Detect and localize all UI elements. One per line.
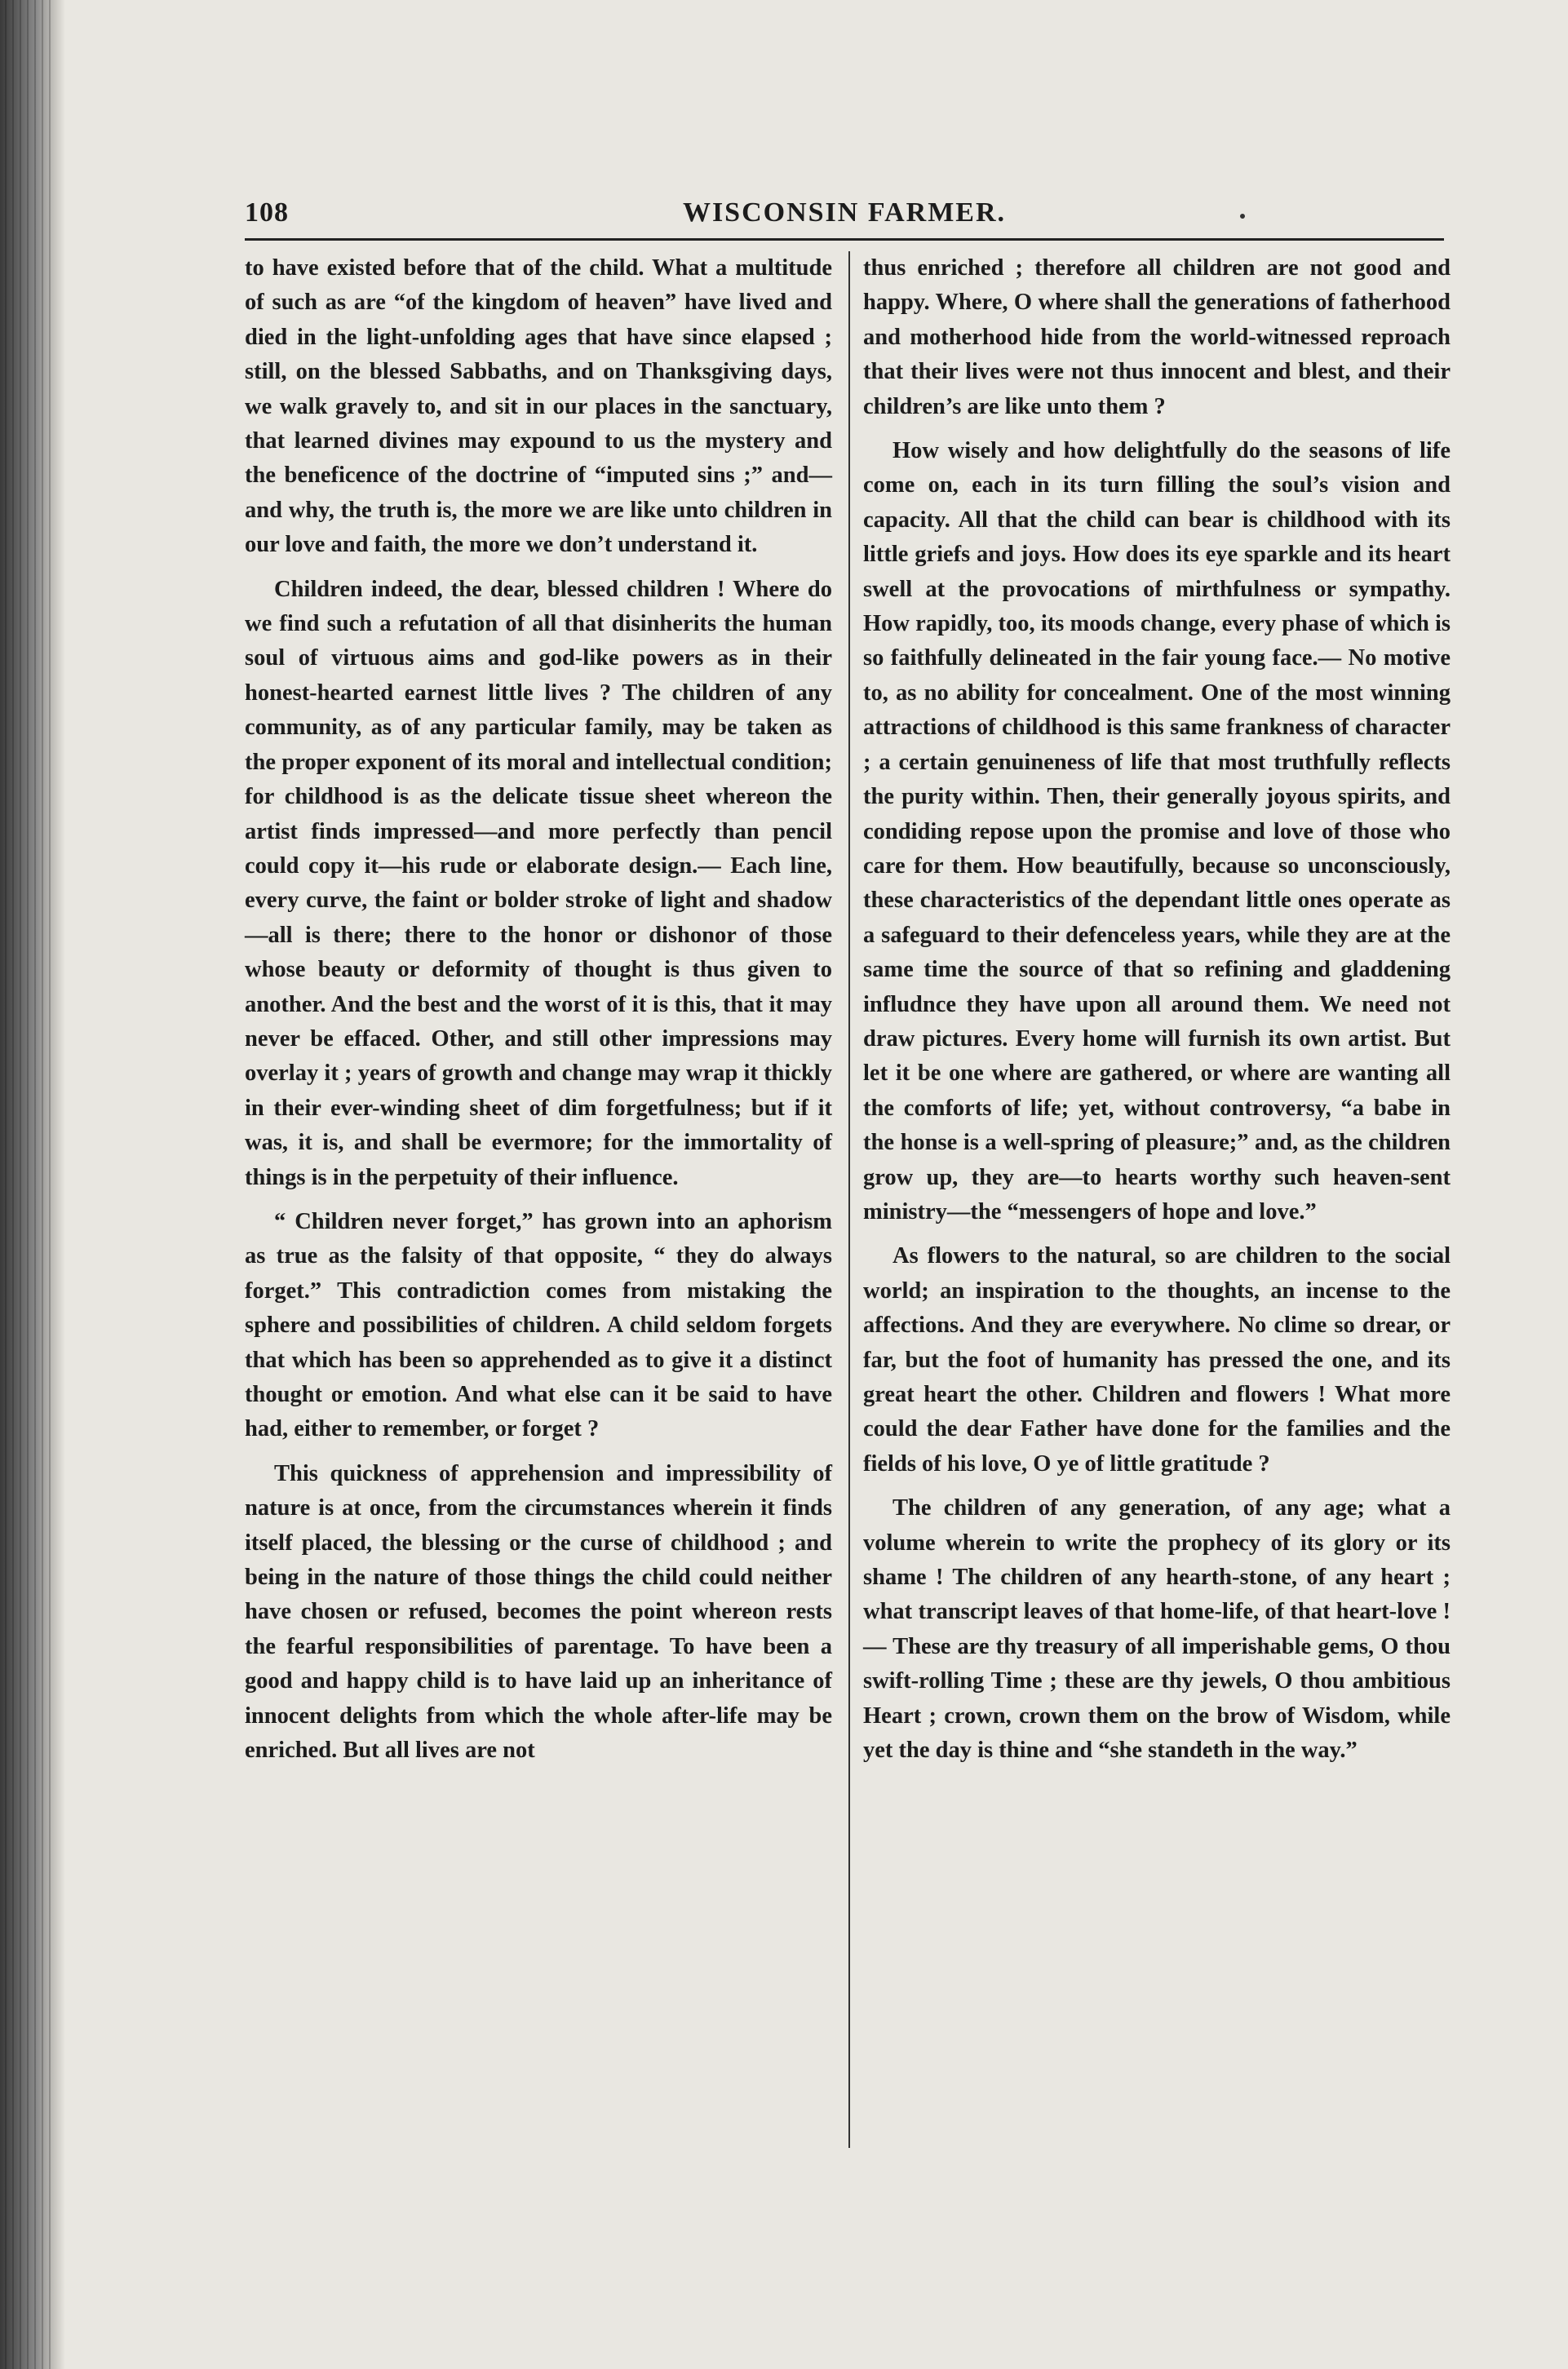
book-binding-edge xyxy=(0,0,65,2369)
left-column xyxy=(245,251,832,1778)
left-paragraph-2: Children indeed, the dear, blessed children ! Where do we find such a refutation of all that disinherits the human soul of virtuous aims and god-like powers as in their honest-hearted earnest little lives ? The children of any community, as of any particular family, may be taken as the proper exponent of its moral and intellectual condition; for childhood is as the delicate tissue sheet whereon the artist finds impressed—and more perfectly than pencil could copy it—his rude or elaborate design.— Each line, every curve, the faint or bolder stroke of light and shadow—all is there; there to the honor or dishonor of those whose beauty or deformity of thought is thus given to another. And the best and the worst of it is this, that it may never be effaced. Other, and still other impressions may overlay it ; years of growth and change may wrap it thickly in their ever-winding sheet of dim forgetfulness; but if it was, it is, and shall be evermore; for the immortality of things is in the perpetuity of their influence. xyxy=(245,576,832,1190)
left-paragraph-1: to have existed before that of the child. What a multitude of such as are “of the kingdom of heaven” have lived and died in the light-unfolding ages that have since elapsed ; still, on the blessed Sabbaths, and on Thanksgiving days, we walk gravely to, and sit in our places in the sanctuary, that learned divines may expound to us the mystery and the beneficence of the doctrine of “imputed sins ;” and—and why, the truth is, the more we are like unto children in our love and faith, the more we don’t understand it. xyxy=(245,255,832,558)
right-column xyxy=(863,251,1451,1778)
header-rule xyxy=(245,238,1444,241)
left-paragraph-4: This quickness of apprehension and impressibility of nature is at once, from the circumstances wherein it finds itself placed, the blessing or the curse of childhood ; and being in the nature of those things the child could neither have chosen or refused, becomes the point whereon rests the fearful responsibilities of parentage. To have been a good and happy child is to have laid up an inheritance of innocent delights from which the whole after-life may be enriched. But all lives are not xyxy=(245,1460,832,1764)
right-paragraph-3: As flowers to the natural, so are children to the social world; an inspiration to the thoughts, an incense to the affections. And they are everywhere. No clime so drear, or far, but the foot of humanity has pressed the one, and its great heart the other. Children and flowers ! What more could the dear Father have done for the families and the fields of his love, O ye of little gratitude ? xyxy=(863,1243,1451,1477)
right-paragraph-2: How wisely and how delightfully do the seasons of life come on, each in its turn filling the soul’s vision and capacity. All that the child can bear is childhood with its little griefs and joys. How does its eye sparkle and its heart swell at the provocations of mirthfulness or sympathy. How rapidly, too, its moods change, every phase of which is so faithfully delineated in the fair young face.— No motive to, as no ability for concealment. One of the most winning attractions of childhood is this same frankness of character ; a certain genuineness of life that most truthfully reflects the purity within. Then, their generally joyous spirits, and condiding repose upon the promise and love of those who care for them. How beautifully, because so unconsciously, these characteristics of the dependant little ones operate as a safeguard to their defenceless years, while they are at the same time the source of that so refining and gladdening infludnce they have upon all around them. We need not draw pictures. Every home will furnish its own artist. But let it be one where are gathered, or where are wanting all the comforts of life; yet, without controversy, “a babe in the honse is a well-spring of pleasure;” and, as the children grow up, they are—to hearts worthy such heaven-sent ministry—the “messengers of hope and love.” xyxy=(863,438,1451,1224)
page-number: 108 xyxy=(245,197,289,228)
binding-texture xyxy=(5,0,51,2369)
running-head xyxy=(245,196,1444,245)
journal-title: WISCONSIN FARMER. xyxy=(682,197,1007,228)
left-paragraph-3: “ Children never forget,” has grown into an aphorism as true as the falsity of that opposite, “ they do always forget.” This contradiction comes from mistaking the sphere and possibilities of children. A child seldom forgets that which has been so apprehended as to give it a distinct thought or emotion. And what else can it be said to have had, either to remember, or forget ? xyxy=(245,1208,832,1442)
column-divider xyxy=(848,251,850,2148)
right-paragraph-4: The children of any generation, of any age; what a volume wherein to write the prophecy of its glory or its shame ! The children of any hearth-stone, of any heart ; what transcript leaves of that home-life, of that heart-love !— These are thy treasury of all imperishable gems, O thou swift-rolling Time ; these are thy jewels, O thou ambitious Heart ; crown, crown them on the brow of Wisdom, while yet the day is thine and “she standeth in the way.” xyxy=(863,1495,1451,1764)
right-paragraph-1: thus enriched ; therefore all children are not good and happy. Where, O where shall the generations of fatherhood and motherhood hide from the world-witnessed reproach that their lives were not thus innocent and blest, and their children’s are like unto them ? xyxy=(863,255,1451,419)
book-page xyxy=(245,196,1451,2178)
